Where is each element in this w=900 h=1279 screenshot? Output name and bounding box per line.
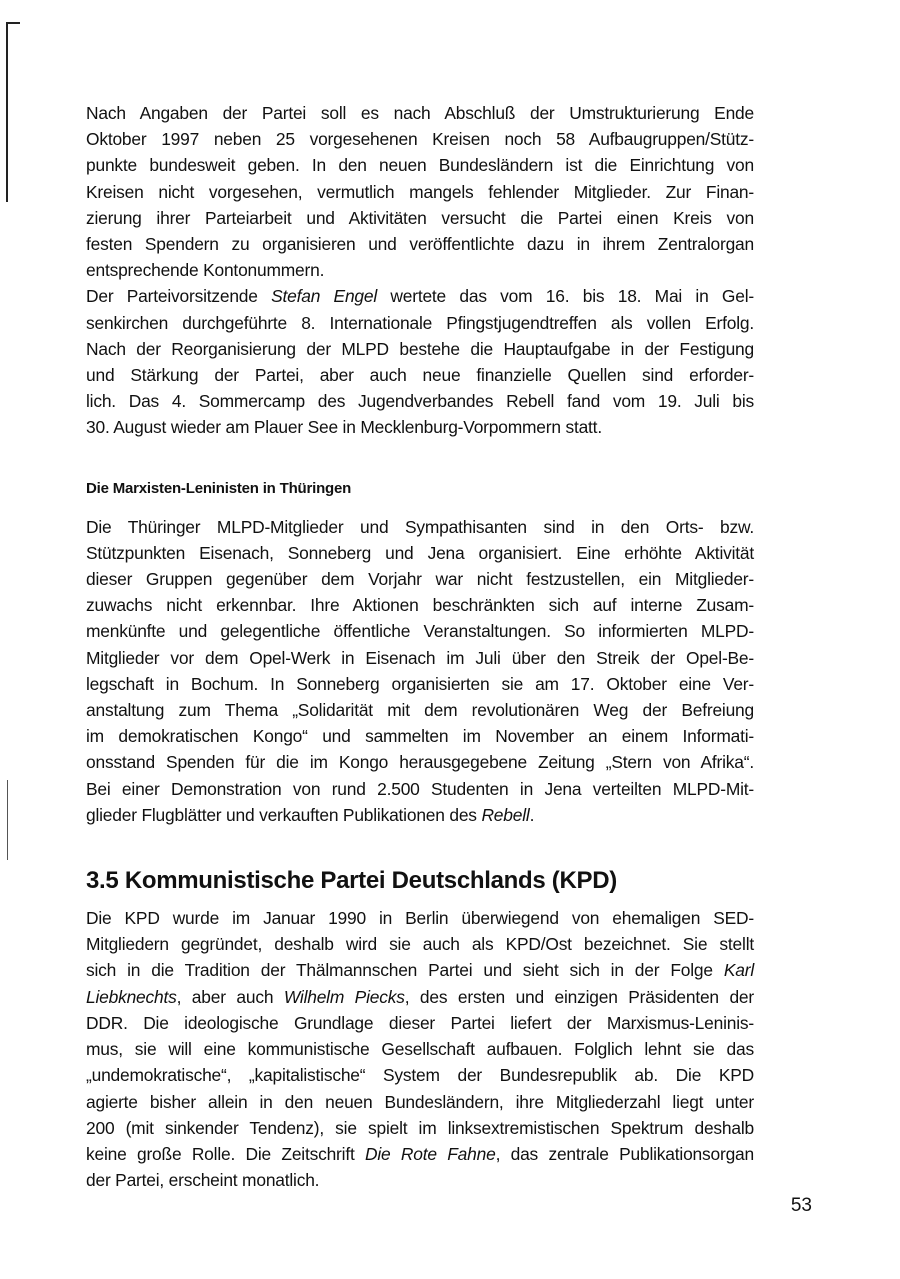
text-line: menkünfte und gelegentliche öffentliche Veranstaltungen. So informierten MLPD- [86,621,754,642]
page-content [86,100,754,1193]
text-line: legschaft in Bochum. In Sonneberg organisierten sie am 17. Oktober eine Ver- [86,673,754,694]
publication-name: Rebell [481,804,530,825]
text-fragment: . [529,804,535,825]
text-line: agierte bisher allein in den neuen Bundesländern, ihre Mitgliederzahl liegt unter [86,1091,754,1112]
subsection-heading: Die Marxisten-Leninisten in Thüringen [86,479,352,497]
paragraph-thueringen [86,514,754,828]
text-line: Die KPD wurde im Januar 1990 in Berlin überwiegend von ehemaligen SED- [86,908,754,929]
text-line [86,984,754,1010]
paragraph-mlpd-structure [86,100,754,283]
text-line: Mitgliedern gegründet, deshalb wird sie auch als KPD/Ost bezeichnet. Sie stellt [86,934,754,955]
text-line: lich. Das 4. Sommercamp des Jugendverbandes Rebell fand vom 19. Juli bis [86,391,754,412]
text-line: Mitglieder vor dem Opel-Werk in Eisenach im Juli über den Streik der Opel-Be- [86,647,754,668]
text-line: „undemokratische“, „kapitalistische“ System der Bundesrepublik ab. Die KPD [86,1065,754,1086]
person-name: Liebknechts [86,986,177,1007]
publication-name: Die Rote Fahne [365,1143,496,1164]
text-line: Die Thüringer MLPD-Mitglieder und Sympathisanten sind in den Orts- bzw. [86,516,754,537]
text-line: 200 (mit sinkender Tendenz), sie spielt im linksextremistischen Spektrum deshalb [86,1117,754,1138]
text-line [86,957,754,983]
person-name: Karl [723,960,754,981]
text-line: im demokratischen Kongo“ und sammelten im November an einem Informati- [86,726,754,747]
text-fragment: Der Parteivorsitzende [86,286,272,307]
text-fragment: , aber auch [176,986,284,1007]
text-line: Nach der Reorganisierung der MLPD bestehe die Hauptaufgabe in der Festigung [86,338,754,359]
text-line: 30. August wieder am Plauer See in Mecklenburg-Vorpommern statt. [86,417,602,438]
text-fragment: , des ersten und einzigen Präsidenten der [404,986,754,1007]
text-line: DDR. Die ideologische Grundlage dieser Partei liefert der Marxismus-Leninis- [86,1012,754,1033]
margin-rule-corner [6,22,20,24]
person-name: Wilhelm Piecks [283,986,405,1007]
page-number: 53 [790,1195,812,1216]
person-name: Stefan Engel [271,286,378,307]
text-fragment: sich in die Tradition der Thälmannschen Partei und sieht sich in der Folge [86,960,724,981]
text-line: Oktober 1997 neben 25 vorgesehenen Kreisen noch 58 Aufbaugruppen/Stütz- [86,129,754,150]
paragraph-party-chairman [86,283,754,440]
text-line [86,1141,754,1167]
text-line: dieser Gruppen gegenüber dem Vorjahr war nicht festzustellen, ein Mitglieder- [86,569,754,590]
text-fragment: keine große Rolle. Die Zeitschrift [86,1143,365,1164]
text-line: Stützpunkten Eisenach, Sonneberg und Jena organisiert. Eine erhöhte Aktivität [86,542,754,563]
text-line: Kreisen nicht vorgesehen, vermutlich mangels fehlender Mitglieder. Zur Finan- [86,181,754,202]
text-line [86,283,754,309]
text-line: zierung ihrer Parteiarbeit und Aktivitäten versucht die Partei einen Kreis von [86,207,754,228]
text-line: entsprechende Kontonummern. [86,260,325,281]
text-line: Nach Angaben der Partei soll es nach Abschluß der Umstrukturierung Ende [86,103,754,123]
text-fragment: glieder Flugblätter und verkauften Publikationen des [86,804,482,825]
text-line: punkte bundesweit geben. In den neuen Bundesländern ist die Einrichtung von [86,155,754,176]
text-line [86,802,754,828]
text-line: der Partei, erscheint monatlich. [86,1170,320,1191]
text-line: anstaltung zum Thema „Solidarität mit dem revolutionären Weg der Befreiung [86,700,754,721]
margin-rule-vertical [6,22,8,202]
text-line: und Stärkung der Partei, aber auch neue finanzielle Quellen sind erforder- [86,365,754,386]
paragraph-kpd [86,905,754,1193]
text-fragment: wertete das vom 16. bis 18. Mai in Gel- [377,286,754,307]
margin-rule-lower [7,780,8,860]
text-line: zuwachs nicht erkennbar. Ihre Aktionen beschränkten sich auf interne Zusam- [86,595,754,616]
text-line: mus, sie will eine kommunistische Gesellschaft aufbauen. Folglich lehnt sie das [86,1039,754,1060]
text-line: Bei einer Demonstration von rund 2.500 Studenten in Jena verteilten MLPD-Mit- [86,778,754,799]
text-line: festen Spendern zu organisieren und veröffentlichte dazu in ihrem Zentralorgan [86,234,754,255]
text-line: senkirchen durchgeführte 8. Internationale Pfingstjugendtreffen als vollen Erfolg. [86,312,754,333]
text-fragment: , das zentrale Publikationsorgan [495,1143,754,1164]
text-line: onsstand Spenden für die im Kongo herausgegebene Zeitung „Stern von Afrika“. [86,752,754,773]
section-heading: 3.5 Kommunistische Partei Deutschlands (KPD) [86,867,617,895]
